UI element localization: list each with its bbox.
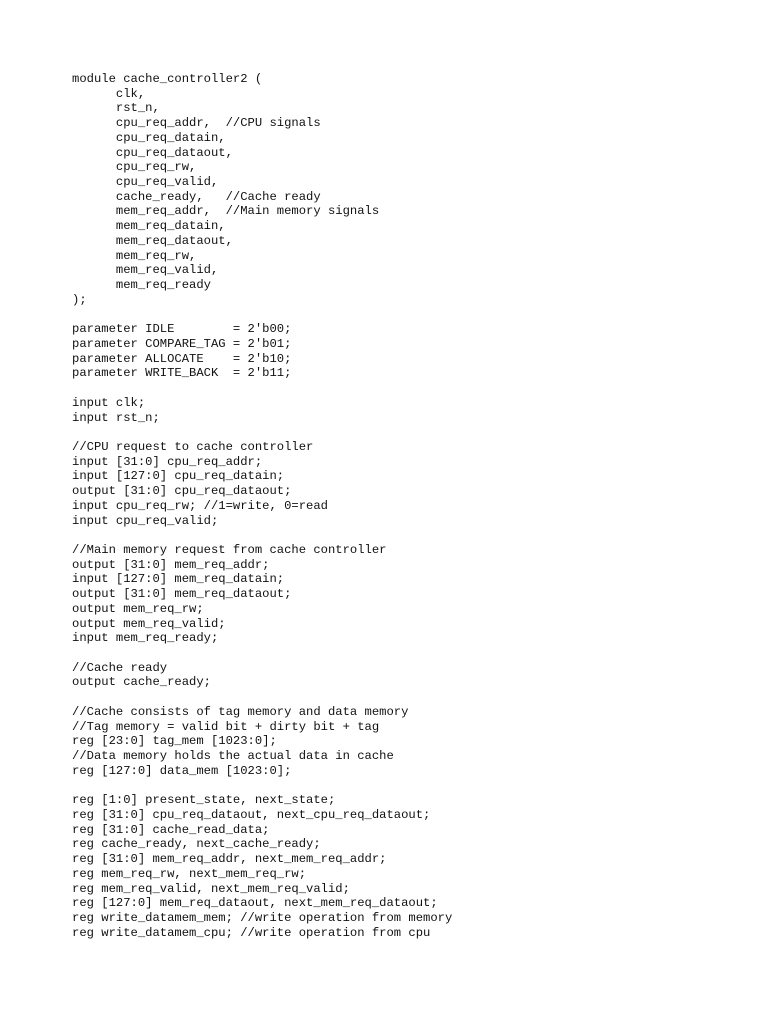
code-line: ); — [72, 292, 87, 307]
code-line: parameter IDLE = 2'b00; — [72, 322, 292, 337]
code-line: input cpu_req_valid; — [72, 513, 219, 528]
code-line: rst_n, — [72, 101, 160, 116]
code-line: reg [31:0] cpu_req_dataout, next_cpu_req_dataout; — [72, 807, 431, 822]
code-line: mem_req_datain, — [72, 219, 226, 234]
code-line: reg [127:0] mem_req_dataout, next_mem_req_dataout; — [72, 896, 438, 911]
code-line: mem_req_dataout, — [72, 233, 233, 248]
code-line — [72, 381, 452, 396]
code-line: cpu_req_datain, — [72, 130, 226, 145]
code-line: cache_ready, //Cache ready — [72, 189, 321, 204]
code-line: mem_req_addr, //Main memory signals — [72, 204, 380, 219]
code-line: reg [31:0] mem_req_addr, next_mem_req_addr; — [72, 852, 387, 867]
code-line: module cache_controller2 ( — [72, 72, 263, 86]
code-line: output cache_ready; — [72, 675, 211, 690]
code-line: input clk; — [72, 395, 146, 410]
code-line: output mem_req_valid; — [72, 616, 226, 631]
code-line — [72, 646, 452, 661]
code-line: mem_req_rw, — [72, 248, 197, 263]
code-line: //CPU request to cache controller — [72, 439, 314, 454]
code-line: output [31:0] mem_req_addr; — [72, 557, 270, 572]
code-line — [72, 425, 452, 440]
code-line: reg [127:0] data_mem [1023:0]; — [72, 763, 292, 778]
code-line: cpu_req_rw, — [72, 160, 197, 175]
code-line: reg mem_req_rw, next_mem_req_rw; — [72, 866, 307, 881]
code-line: cpu_req_dataout, — [72, 145, 233, 160]
code-line: //Data memory holds the actual data in cache — [72, 749, 394, 764]
code-line: input rst_n; — [72, 410, 160, 425]
code-line: output [31:0] cpu_req_dataout; — [72, 484, 292, 499]
code-line: reg cache_ready, next_cache_ready; — [72, 837, 321, 852]
code-line: clk, — [72, 86, 146, 101]
code-line: //Cache consists of tag memory and data memory — [72, 704, 409, 719]
code-line: mem_req_valid, — [72, 263, 219, 278]
code-listing — [72, 72, 452, 940]
code-line: reg mem_req_valid, next_mem_req_valid; — [72, 881, 350, 896]
code-line: cpu_req_valid, — [72, 175, 219, 190]
code-line: input [127:0] mem_req_datain; — [72, 572, 285, 587]
code-line — [72, 308, 452, 323]
code-line: input [31:0] cpu_req_addr; — [72, 454, 263, 469]
code-line — [72, 528, 452, 543]
code-line: reg write_datamem_cpu; //write operation from cpu — [72, 925, 431, 940]
code-line: //Tag memory = valid bit + dirty bit + tag — [72, 719, 380, 734]
code-line: reg write_datamem_mem; //write operation from memory — [72, 910, 453, 925]
code-line: output [31:0] mem_req_dataout; — [72, 587, 292, 602]
code-line: reg [23:0] tag_mem [1023:0]; — [72, 734, 277, 749]
code-line: input mem_req_ready; — [72, 631, 219, 646]
code-line: reg [1:0] present_state, next_state; — [72, 793, 336, 808]
code-line: input [127:0] cpu_req_datain; — [72, 469, 285, 484]
code-line — [72, 779, 452, 794]
code-line: mem_req_ready — [72, 278, 211, 293]
code-line: parameter COMPARE_TAG = 2'b01; — [72, 336, 292, 351]
code-line — [72, 690, 452, 705]
code-line: cpu_req_addr, //CPU signals — [72, 116, 321, 131]
code-line: input cpu_req_rw; //1=write, 0=read — [72, 498, 328, 513]
code-line: parameter WRITE_BACK = 2'b11; — [72, 366, 292, 381]
code-line: //Main memory request from cache controller — [72, 543, 387, 557]
code-line: output mem_req_rw; — [72, 601, 204, 616]
code-line: parameter ALLOCATE = 2'b10; — [72, 351, 292, 366]
code-line: reg [31:0] cache_read_data; — [72, 822, 270, 837]
code-line: //Cache ready — [72, 660, 168, 675]
